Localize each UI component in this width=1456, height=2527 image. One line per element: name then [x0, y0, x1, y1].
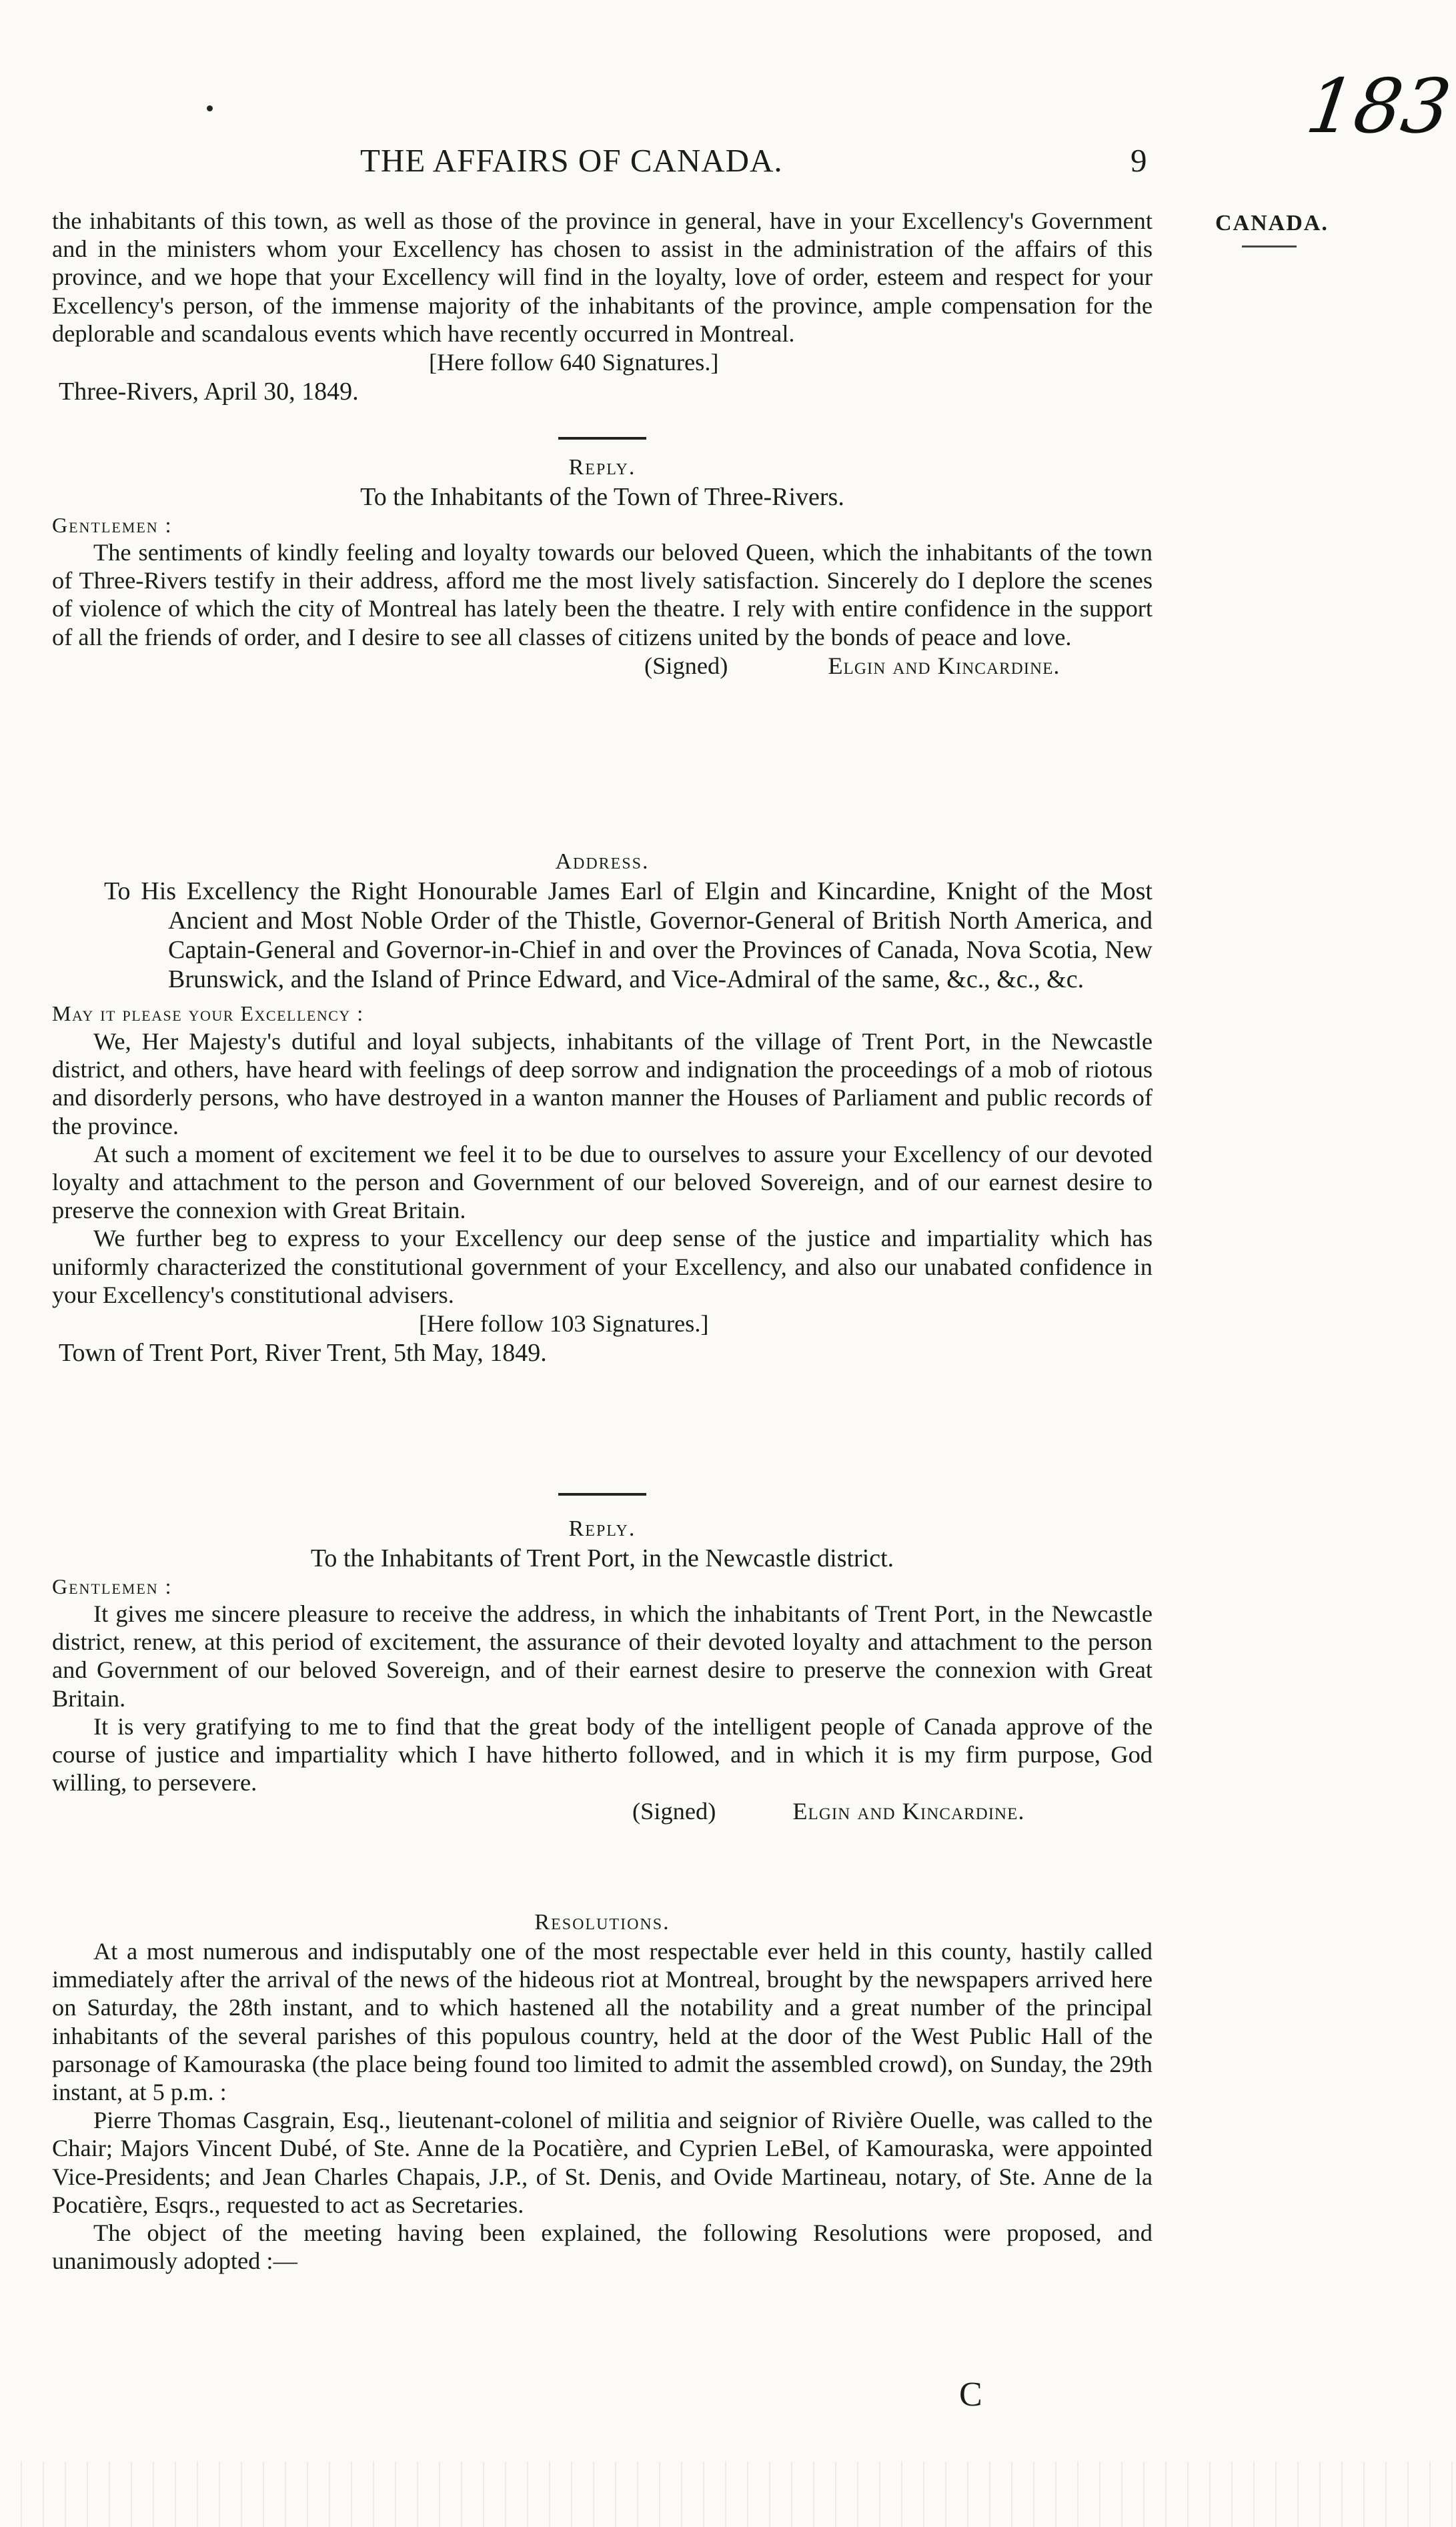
- page-number: 9: [1131, 142, 1148, 179]
- dateline: Three-Rivers, April 30, 1849.: [59, 378, 359, 406]
- address-paragraph: At such a moment of excitement we feel it to be due to ourselves to assure your Excellency of our devoted loyalty and attachment to the person and Government of our beloved Sovereign, and of our earnest desire to preserve the connexion with Great Britain.: [52, 1140, 1153, 1224]
- signer-name: Elgin and Kincardine.: [828, 652, 1060, 679]
- reply-paragraph: It gives me sincere pleasure to receive the address, in which the inhabitants of Trent Port, in the Newcastle district, renew, at this period of excitement, the assurance of their devoted loyalty and attachment to the person and Government of our beloved Sovereign, and of their earnest desire to preserve the connexion with Great Britain.: [52, 1600, 1153, 1712]
- signer-name: Elgin and Kincardine.: [792, 1798, 1025, 1825]
- running-head-title: THE AFFAIRS OF CANADA.: [360, 142, 783, 179]
- ink-speck: [207, 105, 213, 111]
- resolutions-paragraph: The object of the meeting having been explained, the following Resolutions were proposed, and unanimously adopted :—: [52, 2219, 1153, 2275]
- reply-heading: Reply.: [568, 1516, 636, 1541]
- section-resolutions: [52, 1908, 1153, 2275]
- resolutions-paragraph: At a most numerous and indisputably one of the most respectable ever held in this county, hastily called immediately after the arrival of the news of the hideous riot at Montreal, brought by the newspapers arrived here on Saturday, the 28th instant, and to which hastened all the notability and a great number of the principal inhabitants of the several parishes of this populous country, held at the door of the West Public Hall of the parsonage of Kamouraska (the place being found too limited to admit the assembled crowd), on Sunday, the 29th instant, at 5 p.m. :: [52, 1938, 1153, 2106]
- reply-paragraph: It is very gratifying to me to find that the great body of the intelligent people of Canada approve of the course of justice and impartiality which I have hitherto followed, and in which it is my firm purpose, God willing, to persevere.: [52, 1712, 1153, 1797]
- reply-body: The sentiments of kindly feeling and loyalty towards our beloved Queen, which the inhabitants of the town of Three-Rivers testify in their address, afford me the most lively satisfaction. Sincerely do I deplore the scenes of violence of which the city of Montreal has lately been the theatre. I rely with entire confidence in the support of all the friends of order, and I desire to see all classes of citizens united by the bonds of peace and love.: [52, 539, 1153, 650]
- signature-line: [52, 1797, 1153, 1826]
- address-paragraph: We, Her Majesty's dutiful and loyal subjects, inhabitants of the village of Trent Port, in the Newcastle district, and others, have heard with feelings of deep sorrow and indignation the proceedings of a mob of riotous and disorderly persons, who have destroyed in a wanton manner the Houses of Parliament and public records of the province.: [52, 1028, 1153, 1139]
- signatures-note: [Here follow 103 Signatures.]: [419, 1310, 709, 1338]
- address-recipient: To His Excellency the Right Honourable James Earl of Elgin and Kincardine, Knight of the Most Ancient and Most Noble Order of the Thistle, Governor-General of British North America, and Captain-General and Governor-in-Chief in and over the Provinces of Canada, Nova Scotia, New Brunswick, and the Island of Prince Edward, and Vice-Admiral of the same, &c., &c., &c.: [104, 877, 1153, 993]
- signature-mark: C: [959, 2376, 982, 2414]
- page-bleed-texture: [0, 2462, 1456, 2527]
- salutation: Gentlemen :: [52, 1574, 173, 1598]
- section-three-rivers: [52, 207, 1153, 680]
- reply-recipient: To the Inhabitants of the Town of Three-Rivers.: [360, 483, 844, 512]
- reply-heading: Reply.: [568, 455, 636, 480]
- reply-recipient: To the Inhabitants of Trent Port, in the Newcastle district.: [310, 1544, 894, 1572]
- address-heading: Address.: [555, 849, 650, 874]
- section-trent-port-address: [52, 847, 1153, 1368]
- signatures-note: [Here follow 640 Signatures.]: [429, 349, 719, 376]
- address-continuation: the inhabitants of this town, as well as those of the province in general, have in your Excellency's Government and in the ministers whom your Excellency has chosen to assist in the administration of the affairs of this province, and we hope that your Excellency will find in the loyalty, love of order, esteem and respect for your Excellency's person, of the immense majority of the inhabitants of the province, ample compensation for the deplorable and scandalous events which have recently occurred in Montreal.: [52, 207, 1153, 347]
- signed-label: (Signed): [644, 652, 728, 679]
- handwritten-folio-number: 183: [1301, 63, 1456, 150]
- dateline: Town of Trent Port, River Trent, 5th May, 1849.: [59, 1339, 547, 1368]
- resolutions-paragraph: Pierre Thomas Casgrain, Esq., lieutenant-colonel of militia and seignior of Rivière Ouelle, was called to the Chair; Majors Vincent Dubé, of Ste. Anne de la Pocatière, and Cyprien LeBel, of Kamouraska, were appointed Vice-Presidents; and Jean Charles Chapais, J.P., of St. Denis, and Ovide Martineau, notary, of Ste. Anne de la Pocatière, Esqrs., requested to act as Secretaries.: [52, 2107, 1153, 2218]
- signature-line: [52, 651, 1153, 680]
- margin-note: CANADA.: [1215, 211, 1329, 235]
- salutation: Gentlemen :: [52, 513, 173, 538]
- signed-label: (Signed): [632, 1798, 716, 1825]
- section-trent-port-reply: [52, 1493, 1153, 1826]
- salutation: May it please your Excellency :: [52, 1001, 364, 1025]
- margin-rule: [1242, 245, 1297, 247]
- resolutions-heading: Resolutions.: [534, 1910, 670, 1935]
- address-paragraph: We further beg to express to your Excellency our deep sense of the justice and impartiality which has uniformly characterized the constitutional government of your Excellency, and also our unabated confidence in your Excellency's constitutional advisers.: [52, 1225, 1153, 1308]
